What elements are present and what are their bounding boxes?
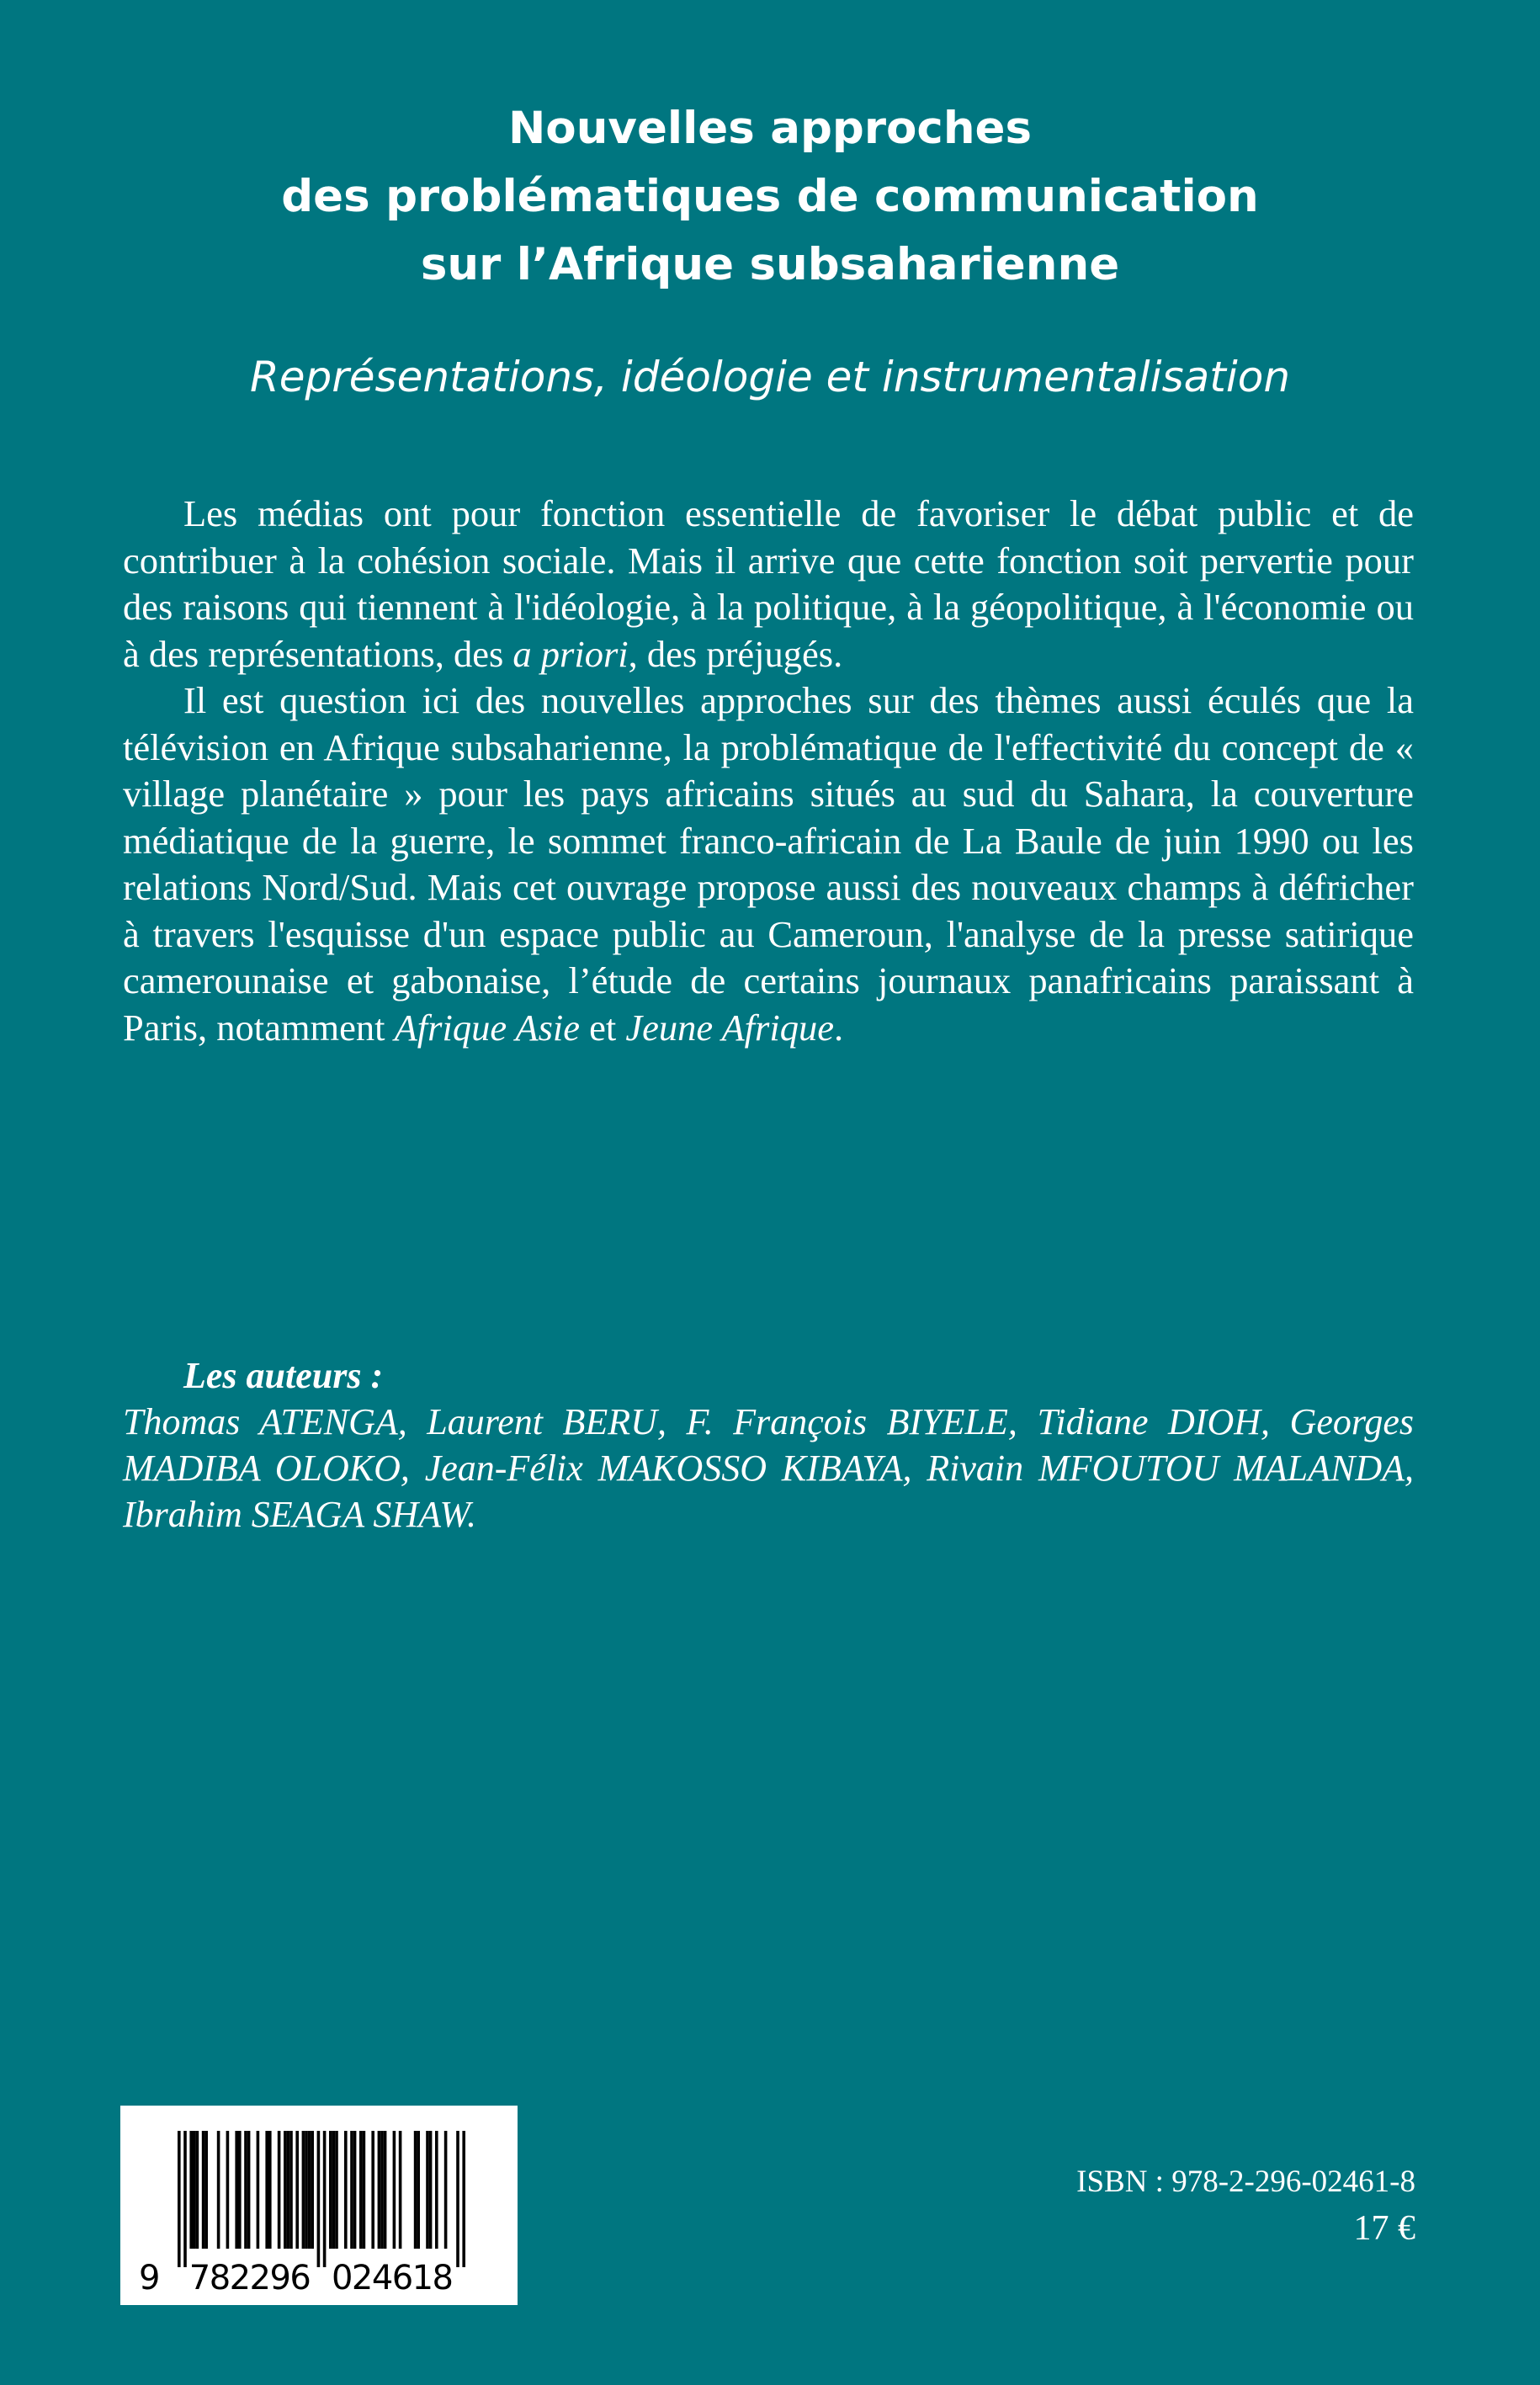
barcode-bar [344,2131,348,2249]
paragraph-2-text: Il est question ici des nouvelles approches sur des thèmes aussi éculés que la télévision en Afrique subsaharienne, la problématique de l'effectivité du concept de « village planétaire » pour les pays africains situés au sud du Sahara, la couverture médiatique de la guerre, le sommet franco-africain de La Baule de juin 1990 ou les relations Nord/Sud. Mais cet ouvrage propose aussi des nouveaux champs à défricher à travers l'esquisse d'un espace public au Cameroun, l'analyse de la presse satirique camerounaise et gabonaise, l’étude de certains journaux panafricains paraissant à Paris, notamment [123,679,1414,1049]
authors-section [123,1352,1414,1538]
book-title-line-3: sur l’Afrique subsaharienne [420,239,1120,290]
barcode-bar [244,2131,247,2249]
authors-label: Les auteurs : [183,1355,384,1396]
barcode-bar [287,2131,290,2249]
barcode-bar [350,2131,353,2249]
barcode-bar [257,2131,260,2249]
barcode-bar [332,2131,336,2249]
barcode-bar [359,2131,363,2249]
barcode-bar [384,2131,387,2249]
summary-paragraph-1 [123,491,1414,677]
barcode-bar [371,2131,374,2249]
price: 17 € [1353,2209,1415,2248]
barcode-digit-first: 9 [139,2259,161,2297]
barcode-bar [204,2131,208,2249]
barcode-bar [183,2131,187,2267]
paragraph-2-conjunction: et [580,1006,626,1049]
barcode-bar [178,2131,181,2267]
a-priori-italic: a priori [512,632,629,675]
barcode-bar [305,2131,308,2249]
barcode-bar [399,2131,402,2249]
barcode-bar [462,2131,465,2267]
barcode-bar [295,2131,299,2249]
barcode-bar [426,2131,429,2249]
barcode-bar [238,2131,242,2249]
barcode-bar [302,2131,305,2249]
authors-names: Thomas ATENGA, Laurent BERU, F. François BIYELE, Tidiane DIOH, Georges MADIBA OLOKO, Jean-Félix MAKOSSO KIBAYA, Rivain MFOUTOU MALANDA, Ibrahim SEAGA SHAW. [123,1401,1414,1535]
book-summary [123,491,1414,1051]
paragraph-1-end: , des préjugés. [628,632,843,675]
barcode-bar [380,2131,384,2249]
barcode [120,2106,518,2305]
barcode-bar [429,2131,433,2249]
barcode-bar [323,2131,327,2267]
barcode-bar [247,2131,251,2249]
barcode-bar [308,2131,311,2249]
barcode-bar [414,2131,417,2249]
barcode-bar [268,2131,272,2249]
barcode-bar [363,2131,366,2249]
barcode-bar [435,2131,438,2249]
barcode-graphic [120,2106,518,2305]
journal-jeune-afrique: Jeune Afrique [625,1006,834,1049]
barcode-bar [278,2131,281,2249]
barcode-bar [311,2131,314,2249]
journal-afrique-asie: Afrique Asie [394,1006,581,1049]
barcode-digits-left: 782296 [189,2259,311,2297]
barcode-bar [235,2131,238,2249]
paragraph-2-end: . [833,1006,844,1049]
barcode-bar [202,2131,205,2249]
barcode-bar [196,2131,199,2249]
barcode-bar [393,2131,396,2249]
summary-paragraph-2 [123,677,1414,1051]
book-title-line-2: des problématiques de communication [281,171,1259,222]
paragraph-1-text: Les médias ont pour fonction essentielle de favoriser le débat public et de contribuer à la cohésion sociale. Mais il arrive que cette fonction soit pervertie pour des raisons qui tiennent à l'idéologie, à la politique, à la géopolitique, à l'économie ou à des représentations, des [123,492,1414,675]
barcode-bar [317,2131,321,2267]
book-title-line-1: Nouvelles approches [507,103,1033,154]
barcode-bar [329,2131,332,2249]
barcode-bar [265,2131,268,2249]
barcode-bar [284,2131,287,2249]
isbn-number: ISBN : 978-2-296-02461-8 [1076,2165,1415,2199]
barcode-bar [226,2131,230,2249]
barcode-bar [289,2131,293,2249]
book-subtitle: Représentations, idéologie et instrumentalisation [249,353,1291,401]
barcode-bar [417,2131,420,2249]
barcode-bar [353,2131,357,2249]
barcode-digits-right: 024618 [332,2259,454,2297]
book-title [0,94,1540,299]
barcode-bar [456,2131,459,2267]
barcode-bar [378,2131,381,2249]
barcode-bar [193,2131,196,2249]
barcode-bar [217,2131,220,2249]
barcode-bar [335,2131,338,2249]
barcode-bar [189,2131,193,2249]
barcode-bar [444,2131,448,2249]
